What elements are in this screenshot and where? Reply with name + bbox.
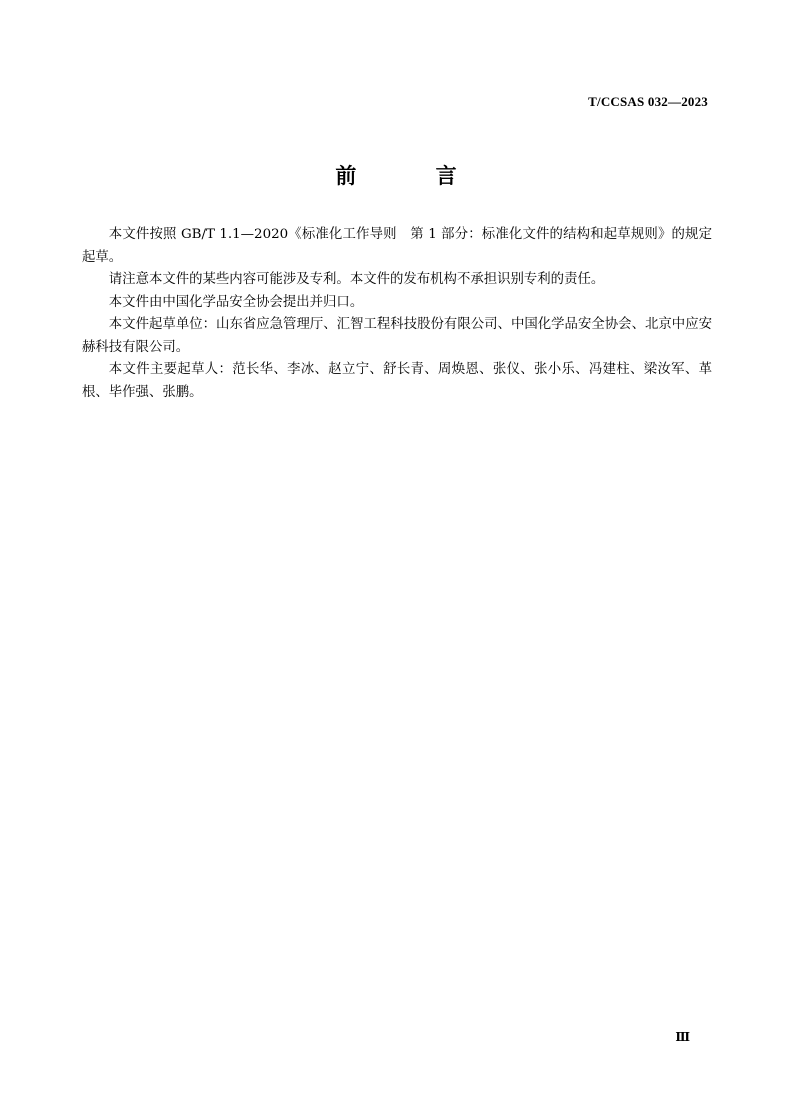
- paragraph-proposer: 本文件由中国化学品安全协会提出并归口。: [108, 294, 364, 310]
- paragraph-drafting-units: 本文件起草单位：山东省应急管理厅、汇智工程科技股份有限公司、中国化学品安全协会、北京中应安赫科技有限公司。: [82, 317, 712, 355]
- foreword-body: [82, 224, 712, 404]
- document-code: T/CCSAS 032—2023: [588, 94, 708, 109]
- page-number: Ⅲ: [675, 1030, 690, 1044]
- paragraph-drafters: 本文件主要起草人：范长华、李冰、赵立宁、舒长青、周焕恩、张仪、张小乐、冯建柱、梁汝军、革根、毕作强、张鹏。: [82, 362, 712, 400]
- page-title: 前 言: [335, 164, 493, 188]
- paragraph-patent-notice: 请注意本文件的某些内容可能涉及专利。本文件的发布机构不承担识别专利的责任。: [108, 272, 605, 287]
- paragraph-drafting-rules: 本文件按照 GB/T 1.1—2020《标准化工作导则 第 1 部分：标准化文件的结构和起草规则》的规定起草。: [82, 227, 712, 265]
